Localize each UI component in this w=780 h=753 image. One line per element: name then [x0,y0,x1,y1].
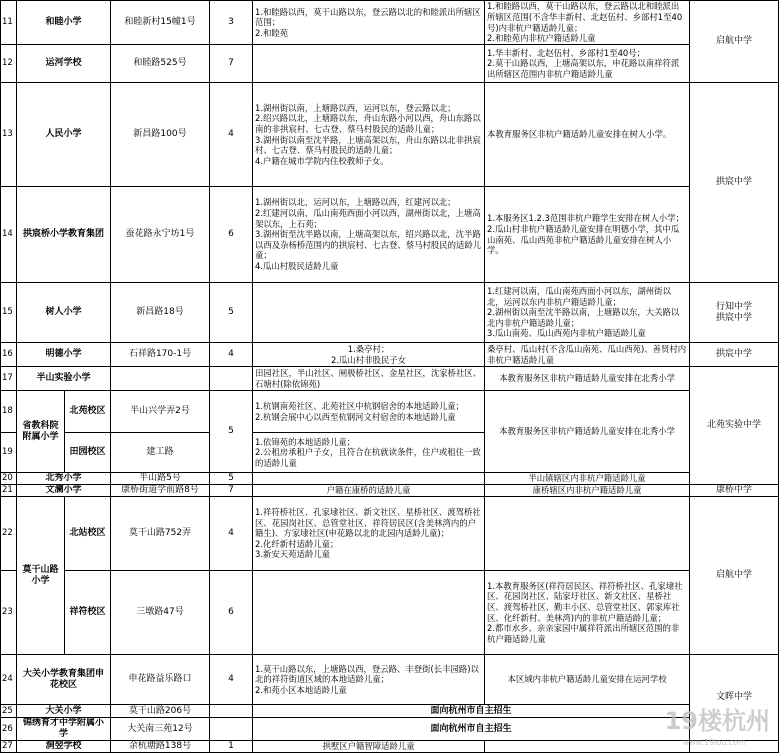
row-number: 16 [1,343,17,367]
school-name: 运河学校 [17,45,111,83]
row-number: 11 [1,1,17,45]
non-local-arrangement: 1.本服务区1.2.3范围非杭户籍学生安排在树人小学； 2.瓜山村非杭户籍适龄儿童安排在明德小学，其中瓜山南苑、瓜山西苑非杭户籍适龄儿童安排在树人小学。 [485,187,690,283]
class-count: 1 [210,741,253,753]
row-number: 24 [1,655,17,705]
non-local-arrangement [485,741,690,753]
row-number: 20 [1,473,17,485]
service-area [253,283,485,343]
table-row [1,473,779,485]
class-count: 5 [210,283,253,343]
school-address: 和睦新村15幢1号 [111,1,210,45]
middle-school: 文晖中学 [690,655,779,741]
school-address: 石祥路170-1号 [111,343,210,367]
campus-name: 北站校区 [65,497,111,571]
middle-school: 拱宸中学 [690,343,779,367]
enrollment-note: 面向杭州市自主招生 [253,718,690,741]
school-address: 三墩路47号 [111,571,210,655]
non-local-arrangement: 1.红建河以南，瓜山南苑西面小河以东，湖州街以北，运河以东内非杭户籍适龄儿童； 2.湖州街以南至沈半路以南，上塘路以东，大关路以北内非杭户籍适龄儿童； 3.瓜山南苑、瓜山西苑内非杭户籍适龄儿童 [485,283,690,343]
class-count: 4 [210,343,253,367]
middle-school: 行知中学 拱宸中学 [690,283,779,343]
row-number: 15 [1,283,17,343]
table-row [1,283,779,343]
table-row [1,391,779,433]
school-name: 大关小学教育集团申花校区 [17,655,111,705]
class-count: 4 [210,655,253,705]
non-local-arrangement: 桑亭村、瓜山村(不含瓜山南苑、瓜山西苑)、善贤村内非杭户籍适龄儿童 [485,343,690,367]
row-number: 25 [1,705,17,718]
non-local-arrangement: 1.和睦路以西，莫干山路以东，登云路以北和睦派出所辖区范围(不含华丰新村、北赵伍村、乡部村1至40号)内非杭户籍适龄儿童； 2.和睦苑内非杭户籍适龄儿童 [485,1,690,45]
non-local-arrangement: 1.本教育服务区(祥符居民区、祥符桥社区、孔家埭社区、花园岗社区、陆家圩社区、新文社区、星桥社区、渡驾桥社区、勤丰小区、总管堂社区、郭家库社区、化纤新村、美林湾)内的非杭户籍适龄儿童； 2.都市水乡、亲亲家园中属祥符派出所辖区范围的非杭户籍适龄儿童 [485,571,690,655]
service-area: 拱墅区户籍智障适龄儿童 [253,741,485,753]
non-local-arrangement: 本教育服务区非杭户籍适龄儿童安排在树人小学。 [485,83,690,187]
school-address: 和睦路525号 [111,45,210,83]
table-row [1,741,779,753]
campus-name: 田园校区 [65,433,111,473]
class-count: 7 [210,485,253,497]
row-number: 13 [1,83,17,187]
service-area: 1.和睦路以西，莫干山路以东，登云路以北的和睦派出所辖区范围； 2.和睦苑 [253,1,485,45]
service-area: 1.杭钢南苑社区、北苑社区中杭钢宿舍的本地适龄儿童； 2.杭钢会展中心以西至杭钢河文村宿舍的本地适龄儿童 [253,391,485,433]
enrollment-note: 面向杭州市自主招生 [253,705,690,718]
table-row [1,571,779,655]
middle-school: 北苑实验中学 [690,367,779,485]
school-address [111,367,210,391]
class-count: 4 [210,83,253,187]
non-local-arrangement: 本区域内非杭户籍适龄儿童安排在运河学校 [485,655,690,705]
service-area [253,45,485,83]
campus-name: 祥符校区 [65,571,111,655]
service-area: 1.湖州街以北，运河以东，上塘路以西，红建河以北； 2.红建河以南，瓜山南苑西面小河以西，湖州街以北，上塘高架以东，上石苑； 3.湖州街至沈半路以南，上塘高架以东，绍兴路以北，沈半路以西及杂杨桥范围内的拱宸村、七古登、蔡马村股民的适龄儿童； 4.瓜山村股民适龄儿童 [253,187,485,283]
middle-school: 启航中学 [690,1,779,83]
non-local-arrangement: 本教育服务区非杭户籍适龄儿童安排在北秀小学 [485,367,690,391]
table-row [1,367,779,391]
table-row [1,705,779,718]
table-row [1,497,779,571]
non-local-arrangement: 半山镇辖区内非杭户籍适龄儿童 [485,473,690,485]
school-address: 申花路益乐路口 [111,655,210,705]
service-area: 1.湖州街以南，上塘路以西，运河以东，登云路以北； 2.绍兴路以北，上塘路以东，舟山东路小河以西，舟山东路以南的非拱宸村、七古登、蔡马村股民的适龄儿童； 3.湖州街以南至沈半路，上塘高架以东，舟山东路以北非拱宸村、七古登、蔡马村股民的适龄儿童； 4.户籍在城市学院内住校教师子女。 [253,83,485,187]
table-row [1,1,779,45]
middle-school: 启航中学 [690,497,779,655]
class-count [210,705,253,718]
school-address: 康桥街道学前路8号 [111,485,210,497]
class-count: 5 [210,391,253,473]
school-name: 锦绣育才中学附属小学 [17,718,111,741]
class-count: 6 [210,187,253,283]
class-count [210,367,253,391]
school-group-name: 省教科院附属小学 [17,391,65,473]
row-number: 27 [1,741,17,753]
service-area: 户籍在康桥的适龄儿童 [253,485,485,497]
school-name: 拱宸桥小学教育集团 [17,187,111,283]
class-count: 3 [210,1,253,45]
school-name: 和睦小学 [17,1,111,45]
school-address: 新昌路18号 [111,283,210,343]
school-name: 大关小学 [17,705,111,718]
campus-name: 北苑校区 [65,391,111,433]
class-count: 5 [210,473,253,485]
school-name: 涧翌学校 [17,741,111,753]
table-row [1,485,779,497]
row-number: 18 [1,391,17,433]
class-count: 7 [210,45,253,83]
school-name: 树人小学 [17,283,111,343]
row-number: 23 [1,571,17,655]
school-address: 大关南三苑12号 [111,718,210,741]
service-area: 1.莫干山路以东，上塘路以西，登云路、丰登街(长丰园路)以北的祥符街道区域的本地适龄儿童； 2.和苑小区本地适龄儿童 [253,655,485,705]
school-address: 蚕花路永宁坊1号 [111,187,210,283]
school-name: 人民小学 [17,83,111,187]
service-area: 1.祥符桥社区、孔家埭社区、新文社区、星桥社区、渡驾桥社区、花园岗社区、总管堂社区、祥符居民区(含美林湾内的户籍生)、方家埭社区(申花路以北的北园内适龄儿童)； 2.化纤新村适龄儿童； 3.新安天苑适龄儿童 [253,497,485,571]
service-area: 田园社区，半山社区、闸极桥社区、金星社区，沈家桥社区、石塘村(除依锦苑) [253,367,485,391]
table-row [1,343,779,367]
school-name: 北秀小学 [17,473,111,485]
row-number: 17 [1,367,17,391]
school-address: 半山兴学弄2号 [111,391,210,433]
non-local-arrangement: 康桥辖区内非杭户籍适龄儿童 [485,485,690,497]
table-row [1,718,779,741]
service-area [253,473,485,485]
row-number: 21 [1,485,17,497]
school-address: 半山路5号 [111,473,210,485]
table-row [1,187,779,283]
watermark-url: www.19lou.com [682,738,746,747]
row-number: 26 [1,718,17,741]
middle-school: 拱宸中学 [690,83,779,283]
school-address: 莫干山路206号 [111,705,210,718]
school-address: 建工路 [111,433,210,473]
service-area: 1.依锦苑的本地适龄儿童； 2.公租房承租户子女，且符合在杭就读条件，住户或租住一致的适龄儿童 [253,433,485,473]
school-name: 明德小学 [17,343,111,367]
class-count [210,718,253,741]
non-local-arrangement [485,497,690,571]
class-count: 4 [210,497,253,571]
service-area [253,571,485,655]
non-local-arrangement: 1.华丰新村、北赵伍村、乡部村1至40号； 2.莫干山路以西，上塘高架以东，申花路以南祥符派出所辖区范围内非杭户籍适龄儿童 [485,45,690,83]
school-name: 半山实验小学 [17,367,111,391]
middle-school: 康桥中学 [690,485,779,497]
school-address: 莫干山路752弄 [111,497,210,571]
non-local-arrangement: 本教育服务区非杭户籍适龄儿童安排在北秀小学 [485,391,690,473]
row-number: 22 [1,497,17,571]
row-number: 14 [1,187,17,283]
table-row [1,655,779,705]
row-number: 12 [1,45,17,83]
table-row [1,83,779,187]
school-group-name: 莫干山路小学 [17,497,65,655]
school-address: 新昌路100号 [111,83,210,187]
school-name: 文澜小学 [17,485,111,497]
watermark-brand: 19楼杭州 [664,707,770,735]
row-number: 19 [1,433,17,473]
class-count: 6 [210,571,253,655]
table-row [1,45,779,83]
service-area: 1.桑亭村； 2.瓜山村非股民子女 [253,343,485,367]
school-address: 余杭塘路138号 [111,741,210,753]
